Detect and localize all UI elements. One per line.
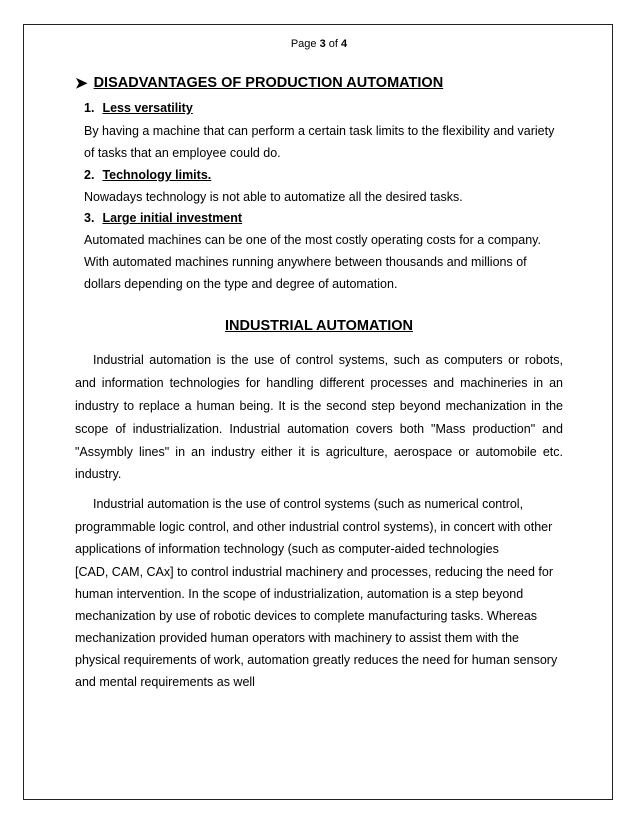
current-page: 3 (319, 38, 326, 50)
item-text-line: of tasks that an employee could do. (84, 146, 281, 160)
disadvantages-heading (75, 75, 443, 91)
paragraph-line: programmable logic control, and other industrial control systems), in concert with other (75, 520, 553, 534)
paragraph-line: physical requirements of work, automation greatly reduces the need for human sensory (75, 653, 558, 667)
paragraph-line: "Assymbly lines" in an industry either it is agriculture, aerospace or automobile etc. (75, 445, 563, 459)
item-text-line: Nowadays technology is not able to automatize all the desired tasks. (84, 190, 463, 204)
paragraph-line: mechanization provided human operators with machinery to assist them with the (75, 631, 519, 645)
item-text-line: Automated machines can be one of the most costly operating costs for a company. (84, 233, 541, 247)
item-title-text: Large initial investment (102, 211, 243, 225)
paragraph-line: [CAD, CAM, CAx] to control industrial machinery and processes, reducing the need for (75, 565, 553, 579)
item-number: 3. (84, 211, 95, 225)
page-label: Page (290, 38, 320, 50)
page-number-header (0, 38, 638, 50)
item-title-text: Technology limits. (102, 168, 212, 182)
item-title-less-versatility (84, 101, 193, 115)
paragraph-line: applications of information technology (such as computer-aided technologies (75, 542, 499, 556)
item-number: 1. (84, 101, 95, 115)
item-text-line: With automated machines running anywhere between thousands and millions of (84, 255, 527, 269)
item-title-text: Less versatility (102, 101, 193, 115)
disadvantages-heading-text: DISADVANTAGES OF PRODUCTION AUTOMATION (93, 75, 444, 91)
paragraph-line: Industrial automation is the use of control systems (such as numerical control, (93, 497, 524, 511)
paragraph-line: and mental requirements as well (75, 675, 255, 689)
total-pages: 4 (341, 38, 348, 50)
paragraph-line: human intervention. In the scope of industrialization, automation is a step beyond (75, 587, 524, 601)
arrow-bullet-icon: ➤ (75, 74, 88, 92)
paragraph-line: mechanization by use of robotic devices to complete manufacturing tasks. Whereas (75, 609, 538, 623)
item-title-technology-limits (84, 168, 211, 182)
item-title-large-initial-investment (84, 211, 242, 225)
item-number: 2. (84, 168, 95, 182)
page-of-label: of (325, 38, 342, 50)
paragraph-line: industry to replace a human being. It is the second step beyond mechanization in the (75, 399, 563, 413)
paragraph-line: Industrial automation is the use of control systems, such as computers or robots, (93, 353, 563, 367)
industrial-automation-heading: INDUSTRIAL AUTOMATION (225, 318, 413, 334)
paragraph-line: industry. (75, 467, 122, 481)
paragraph-line: scope of industrialization. Industrial automation covers both "Mass production" and (75, 422, 563, 436)
item-text-line: dollars depending on the type and degree of automation. (84, 277, 398, 291)
paragraph-line: and information technologies for handling different processes and machineries in an (75, 376, 563, 390)
item-text-line: By having a machine that can perform a certain task limits to the flexibility and variety (84, 124, 555, 138)
